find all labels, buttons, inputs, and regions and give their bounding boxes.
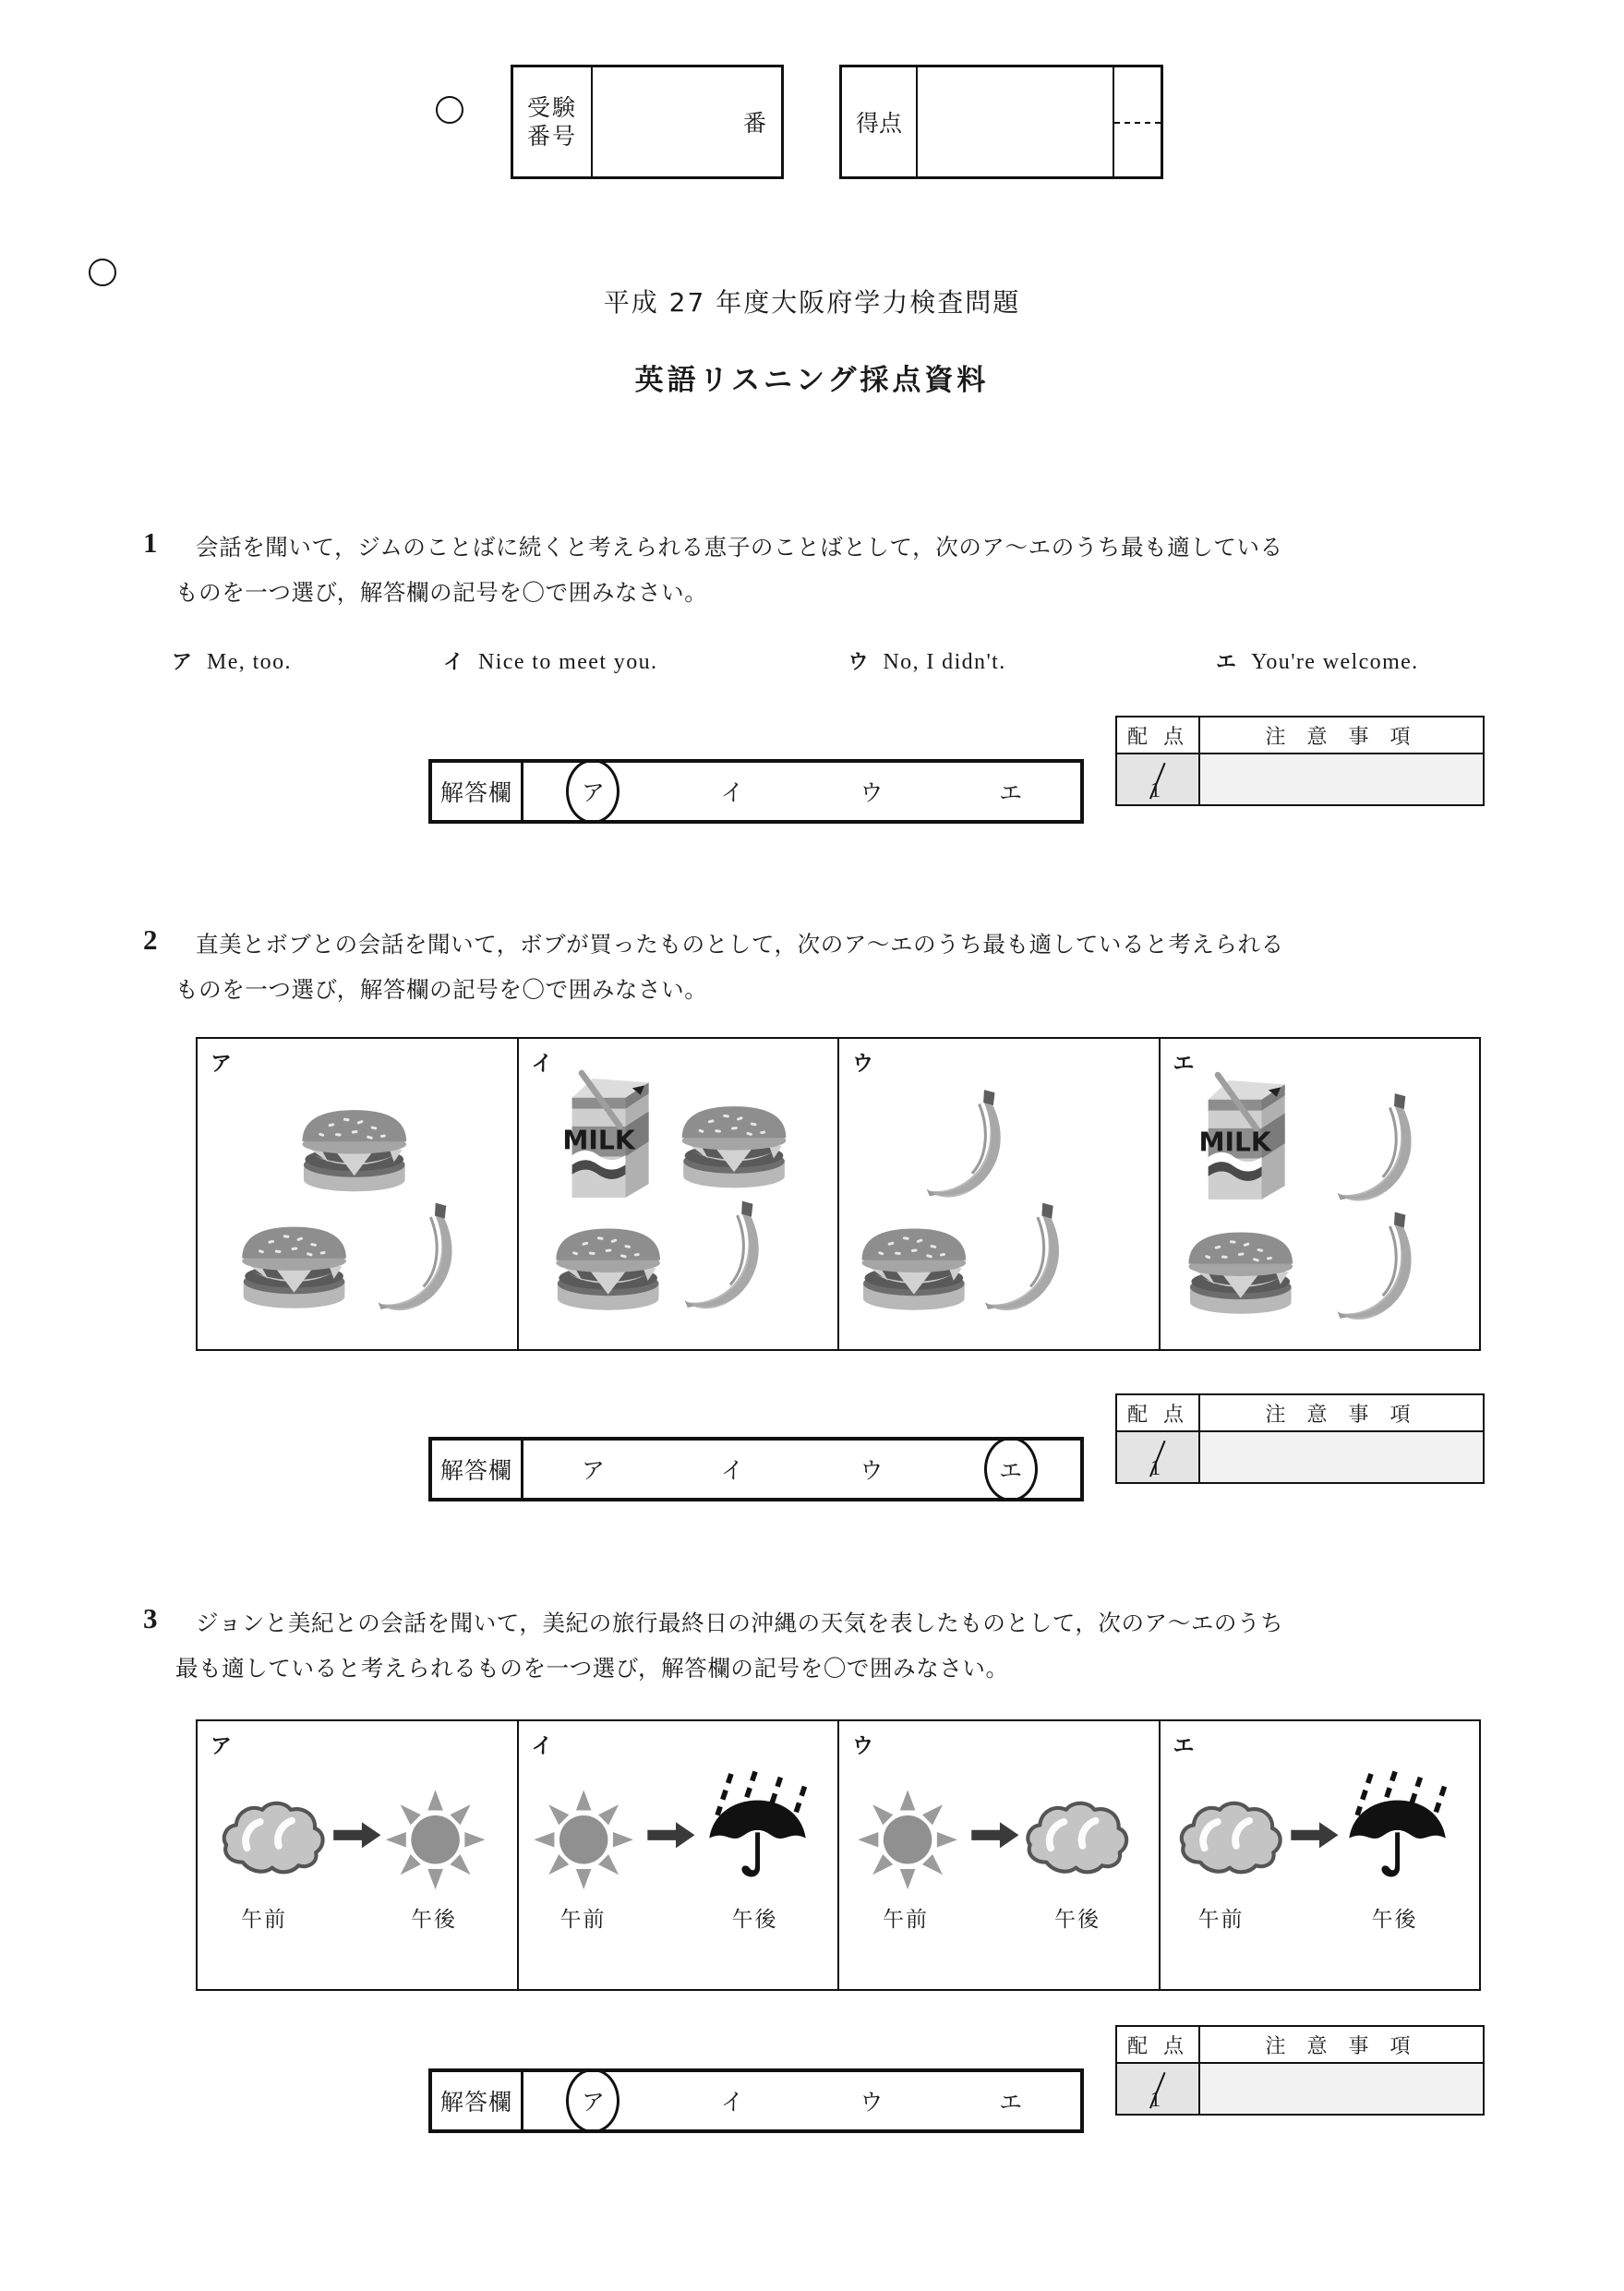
question-1-notes-cell[interactable] xyxy=(1200,754,1483,804)
question-3-panel-d-pm-label: 午後 xyxy=(1371,1908,1418,1932)
question-3-points-value: 1 xyxy=(1149,2088,1166,2111)
exam-number-label-line1: 受験 xyxy=(526,93,577,121)
arrow-icon xyxy=(1291,1822,1338,1848)
question-3-answer-box xyxy=(428,2068,1084,2133)
question-2-option-a[interactable]: ア xyxy=(581,1457,605,1484)
arrow-icon xyxy=(971,1822,1018,1848)
question-3-panel-d-am-label: 午前 xyxy=(1197,1908,1245,1932)
question-3-panel-d-art xyxy=(1161,1721,1480,1989)
choice-b xyxy=(443,646,848,675)
choice-c-text: No, I didn't. xyxy=(883,650,1006,674)
question-2-text-line2: ものを一つ選び，解答欄の記号を〇で囲みなさい。 xyxy=(175,976,708,1003)
question-3-option-b[interactable]: イ xyxy=(720,2089,744,2116)
question-2-points-header: 配 点 xyxy=(1117,1395,1200,1432)
question-2-panel-a-key: ア xyxy=(211,1052,232,1076)
question-1-option-d[interactable]: エ xyxy=(999,779,1023,806)
question-1-number: 1 xyxy=(143,526,158,559)
question-3-panel-a-pm-label: 午後 xyxy=(411,1908,457,1932)
question-3-panel-d[interactable] xyxy=(1159,1721,1480,1989)
question-3-option-c[interactable]: ウ xyxy=(860,2089,884,2116)
question-3-panel-b[interactable] xyxy=(517,1721,838,1989)
question-1-answer-box xyxy=(428,759,1084,824)
choice-b-key: イ xyxy=(442,651,463,674)
cloudy-icon xyxy=(1028,1803,1126,1873)
question-3-panel-b-key: イ xyxy=(531,1734,553,1758)
question-2-panel-b-art xyxy=(519,1039,838,1349)
question-3-panel-a[interactable] xyxy=(198,1721,517,1989)
question-2-panel-b[interactable] xyxy=(517,1039,838,1349)
question-1-points-header: 配 点 xyxy=(1117,717,1200,754)
question-2-points-value: 1 xyxy=(1149,1456,1166,1479)
question-1-option-b[interactable]: イ xyxy=(720,779,744,806)
question-3-panel-c-art xyxy=(839,1721,1159,1989)
question-2-panel-strip xyxy=(196,1037,1481,1351)
score-label: 得点 xyxy=(842,67,918,176)
question-3-panel-strip xyxy=(196,1719,1481,1991)
arrow-icon xyxy=(647,1822,694,1848)
question-3-panel-a-art xyxy=(198,1721,517,1989)
exam-number-label xyxy=(513,67,593,176)
choice-c-key: ウ xyxy=(848,651,869,674)
question-3-panel-a-key: ア xyxy=(211,1734,232,1758)
question-2-text-line1: 直美とボブとの会話を聞いて，ボブが買ったものとして，次のア～エのうち最も適していると考えられる xyxy=(196,931,1284,958)
question-1-notes-header: 注 意 事 項 xyxy=(1200,717,1483,754)
choice-a xyxy=(172,646,443,675)
question-2-panel-b-key: イ xyxy=(531,1052,553,1076)
question-2-answer-label: 解答欄 xyxy=(432,1441,523,1498)
question-2-answer-options xyxy=(523,1441,1080,1498)
exam-number-label-line2: 番号 xyxy=(526,123,577,150)
exam-number-box xyxy=(511,65,784,179)
question-3-option-a[interactable]: ア xyxy=(523,2072,663,2129)
exam-number-unit: 番 xyxy=(742,110,766,137)
question-3-number: 3 xyxy=(143,1602,158,1634)
question-3-points-header: 配 点 xyxy=(1117,2027,1200,2064)
question-2-score-table xyxy=(1115,1393,1485,1484)
question-1-answer-options xyxy=(523,763,1080,820)
question-2-panel-d-key: エ xyxy=(1173,1052,1195,1076)
choice-d-key: エ xyxy=(1216,651,1237,674)
choice-d-text: You're welcome. xyxy=(1251,650,1419,674)
question-2-panel-a-art xyxy=(198,1039,517,1349)
question-3-answer-label: 解答欄 xyxy=(432,2072,523,2129)
sunny-icon xyxy=(534,1790,633,1889)
question-3-panel-c-key: ウ xyxy=(852,1734,873,1758)
sunny-icon xyxy=(386,1790,486,1889)
question-2-panel-a[interactable] xyxy=(198,1039,517,1349)
question-3-panel-c[interactable] xyxy=(837,1721,1159,1989)
sunny-icon xyxy=(858,1790,957,1889)
question-2-panel-c-key: ウ xyxy=(852,1052,873,1076)
choice-a-text: Me, too. xyxy=(207,650,292,674)
question-1-option-a[interactable]: ア xyxy=(523,763,663,820)
question-3-answer-options xyxy=(523,2072,1080,2129)
question-3-panel-d-key: エ xyxy=(1173,1734,1195,1758)
question-2-option-d[interactable]: エ xyxy=(941,1441,1080,1498)
question-3-panel-a-am-label: 午前 xyxy=(241,1908,287,1932)
document-title-year: 平成 27 年度大阪府学力検査問題 xyxy=(603,287,1021,318)
question-2-panel-d-art xyxy=(1161,1039,1480,1349)
question-3-panel-b-art xyxy=(519,1721,838,1989)
rainy-icon xyxy=(709,1772,805,1877)
question-2-option-c[interactable]: ウ xyxy=(860,1457,884,1484)
question-2-notes-cell[interactable] xyxy=(1200,1432,1483,1482)
question-1-text-line2: ものを一つ選び，解答欄の記号を〇で囲みなさい。 xyxy=(175,579,708,606)
score-field[interactable] xyxy=(918,67,1113,176)
question-2-points-cell[interactable] xyxy=(1117,1432,1200,1482)
question-3-panel-c-am-label: 午前 xyxy=(883,1908,929,1932)
cloudy-icon xyxy=(224,1803,323,1873)
question-1-points-cell[interactable] xyxy=(1117,754,1200,804)
question-3-notes-cell[interactable] xyxy=(1200,2064,1483,2114)
score-subfield[interactable] xyxy=(1113,67,1161,176)
score-box xyxy=(839,65,1163,179)
question-3-score-table xyxy=(1115,2025,1485,2116)
question-2-option-b[interactable]: イ xyxy=(720,1457,744,1484)
question-2-notes-header: 注 意 事 項 xyxy=(1200,1395,1483,1432)
exam-number-field[interactable] xyxy=(593,67,781,176)
question-3-panel-c-pm-label: 午後 xyxy=(1054,1908,1101,1932)
question-1-answer-label: 解答欄 xyxy=(432,763,523,820)
cloudy-icon xyxy=(1181,1803,1280,1873)
question-1-text-line1: 会話を聞いて，ジムのことばに続くと考えられる恵子のことばとして，次のア～エのうち最も適している xyxy=(196,534,1283,561)
question-2-number: 2 xyxy=(143,923,158,956)
question-3-panel-b-am-label: 午前 xyxy=(559,1908,607,1932)
question-2-panel-d[interactable] xyxy=(1159,1039,1480,1349)
question-1-points-value: 1 xyxy=(1149,778,1166,802)
question-3-option-d[interactable]: エ xyxy=(999,2089,1023,2116)
question-3-points-cell[interactable] xyxy=(1117,2064,1200,2114)
document-title-main: 英語リスニング採点資料 xyxy=(634,364,990,397)
question-3-notes-header: 注 意 事 項 xyxy=(1200,2027,1483,2064)
choice-a-key: ア xyxy=(172,651,193,674)
question-3-text-line1: ジョンと美紀との会話を聞いて，美紀の旅行最終日の沖縄の天気を表したものとして，次のア～エのうち xyxy=(196,1610,1284,1636)
question-1-option-c[interactable]: ウ xyxy=(860,779,884,806)
rainy-icon xyxy=(1349,1772,1445,1877)
question-1-choices xyxy=(172,646,1492,675)
question-2-panel-c-art xyxy=(839,1039,1159,1349)
question-3-panel-b-pm-label: 午後 xyxy=(731,1908,778,1932)
header-circle-mark-top xyxy=(436,96,463,124)
choice-b-text: Nice to meet you. xyxy=(477,650,658,674)
question-2-answer-box xyxy=(428,1437,1084,1501)
question-2-panel-c[interactable] xyxy=(837,1039,1159,1349)
choice-d xyxy=(1216,646,1492,675)
arrow-icon xyxy=(333,1822,380,1848)
question-1-score-table xyxy=(1115,716,1485,806)
question-3-text-line2: 最も適していると考えられるものを一つ選び，解答欄の記号を〇で囲みなさい。 xyxy=(175,1655,1009,1682)
choice-c xyxy=(848,646,1216,675)
